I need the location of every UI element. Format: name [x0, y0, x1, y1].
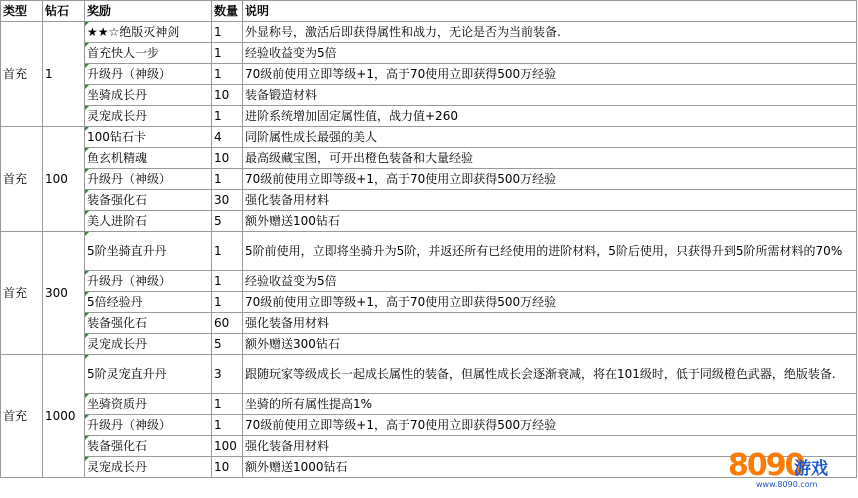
desc-cell: 70级前使用立即等级+1，高于70使用立即获得500万经验 — [243, 415, 857, 436]
reward-cell: 100钻石卡 — [85, 127, 212, 148]
table-row — [1, 127, 857, 148]
desc-cell: 进阶系统增加固定属性值，战力值+260 — [243, 106, 857, 127]
reward-cell: 坐骑资质丹 — [85, 394, 212, 415]
logo-url: www.8090.com — [756, 480, 818, 489]
group-type: 首充 — [1, 355, 43, 478]
desc-cell: 经验收益变为5倍 — [243, 43, 857, 64]
group-diamond: 1 — [43, 22, 85, 127]
table-row — [1, 64, 857, 85]
qty-cell: 5 — [212, 334, 243, 355]
reward-cell: 装备强化石 — [85, 313, 212, 334]
desc-cell: 额外赠送100钻石 — [243, 211, 857, 232]
qty-cell: 4 — [212, 127, 243, 148]
group-diamond: 100 — [43, 127, 85, 232]
qty-cell: 1 — [212, 169, 243, 190]
header-diamond: 钻石 — [43, 1, 85, 22]
reward-cell: 升级丹（神级） — [85, 415, 212, 436]
qty-cell: 30 — [212, 190, 243, 211]
reward-cell: 5阶灵宠直升丹 — [85, 355, 212, 394]
qty-cell: 10 — [212, 148, 243, 169]
desc-cell: 同阶属性成长最强的美人 — [243, 127, 857, 148]
desc-cell: 70级前使用立即等级+1，高于70使用立即获得500万经验 — [243, 292, 857, 313]
qty-cell: 1 — [212, 271, 243, 292]
table-row — [1, 85, 857, 106]
qty-cell: 1 — [212, 394, 243, 415]
desc-cell: 70级前使用立即等级+1，高于70使用立即获得500万经验 — [243, 169, 857, 190]
desc-cell: 70级前使用立即等级+1，高于70使用立即获得500万经验 — [243, 64, 857, 85]
table-row — [1, 436, 857, 457]
desc-cell: 强化装备用材料 — [243, 436, 857, 457]
header-type: 类型 — [1, 1, 43, 22]
qty-cell: 1 — [212, 43, 243, 64]
qty-cell: 100 — [212, 436, 243, 457]
qty-cell: 1 — [212, 22, 243, 43]
qty-cell: 10 — [212, 85, 243, 106]
table-row — [1, 292, 857, 313]
table-row — [1, 355, 857, 394]
table-row — [1, 148, 857, 169]
table-row — [1, 211, 857, 232]
reward-cell: 鱼玄机精魂 — [85, 148, 212, 169]
qty-cell: 3 — [212, 355, 243, 394]
qty-cell: 1 — [212, 64, 243, 85]
reward-cell: 坐骑成长丹 — [85, 85, 212, 106]
qty-cell: 10 — [212, 457, 243, 478]
table-row — [1, 313, 857, 334]
qty-cell: 1 — [212, 106, 243, 127]
qty-cell: 1 — [212, 415, 243, 436]
reward-cell: 装备强化石 — [85, 190, 212, 211]
table-row — [1, 457, 857, 478]
desc-cell: 强化装备用材料 — [243, 313, 857, 334]
reward-cell: 首充快人一步 — [85, 43, 212, 64]
reward-cell: 5阶坐骑直升丹 — [85, 232, 212, 271]
desc-cell: 经验收益变为5倍 — [243, 271, 857, 292]
group-diamond: 1000 — [43, 355, 85, 478]
reward-cell: ★★☆绝版灭神剑 — [85, 22, 212, 43]
table-row — [1, 169, 857, 190]
table-row — [1, 394, 857, 415]
reward-cell: 5倍经验丹 — [85, 292, 212, 313]
header-qty: 数量 — [212, 1, 243, 22]
table-row — [1, 190, 857, 211]
desc-cell: 最高级藏宝图，可开出橙色装备和大量经验 — [243, 148, 857, 169]
table-row — [1, 106, 857, 127]
desc-cell: 5阶前使用，立即将坐骑升为5阶，并返还所有已经使用的进阶材料，5阶后使用，只获得升到5阶所需材料的70% — [243, 232, 857, 271]
table-row — [1, 334, 857, 355]
desc-cell: 强化装备用材料 — [243, 190, 857, 211]
table-row — [1, 415, 857, 436]
table-row — [1, 232, 857, 271]
desc-cell: 外显称号，激活后即获得属性和战力，无论是否为当前装备. — [243, 22, 857, 43]
reward-cell: 升级丹（神级） — [85, 64, 212, 85]
table-header-row — [1, 1, 857, 22]
reward-cell: 灵宠成长丹 — [85, 106, 212, 127]
qty-cell: 1 — [212, 232, 243, 271]
group-type: 首充 — [1, 127, 43, 232]
group-type: 首充 — [1, 232, 43, 355]
desc-cell: 额外赠送1000钻石 — [243, 457, 857, 478]
reward-cell: 灵宠成长丹 — [85, 334, 212, 355]
header-reward: 奖励 — [85, 1, 212, 22]
group-type: 首充 — [1, 22, 43, 127]
desc-cell: 额外赠送300钻石 — [243, 334, 857, 355]
desc-cell: 跟随玩家等级成长一起成长属性的装备，但属性成长会逐渐衰减，将在101级时，低于同级橙色武器，绝版装备. — [243, 355, 857, 394]
logo-text: 游戏 — [794, 459, 828, 479]
desc-cell: 装备锻造材料 — [243, 85, 857, 106]
reward-cell: 美人进阶石 — [85, 211, 212, 232]
logo-number: 8090 — [728, 448, 804, 483]
table-row — [1, 22, 857, 43]
qty-cell: 1 — [212, 292, 243, 313]
reward-cell: 装备强化石 — [85, 436, 212, 457]
reward-cell: 升级丹（神级） — [85, 169, 212, 190]
qty-cell: 5 — [212, 211, 243, 232]
qty-cell: 60 — [212, 313, 243, 334]
reward-cell: 升级丹（神级） — [85, 271, 212, 292]
group-diamond: 300 — [43, 232, 85, 355]
table-row — [1, 43, 857, 64]
header-desc: 说明 — [243, 1, 857, 22]
reward-cell: 灵宠成长丹 — [85, 457, 212, 478]
table-row — [1, 271, 857, 292]
desc-cell: 坐骑的所有属性提高1% — [243, 394, 857, 415]
